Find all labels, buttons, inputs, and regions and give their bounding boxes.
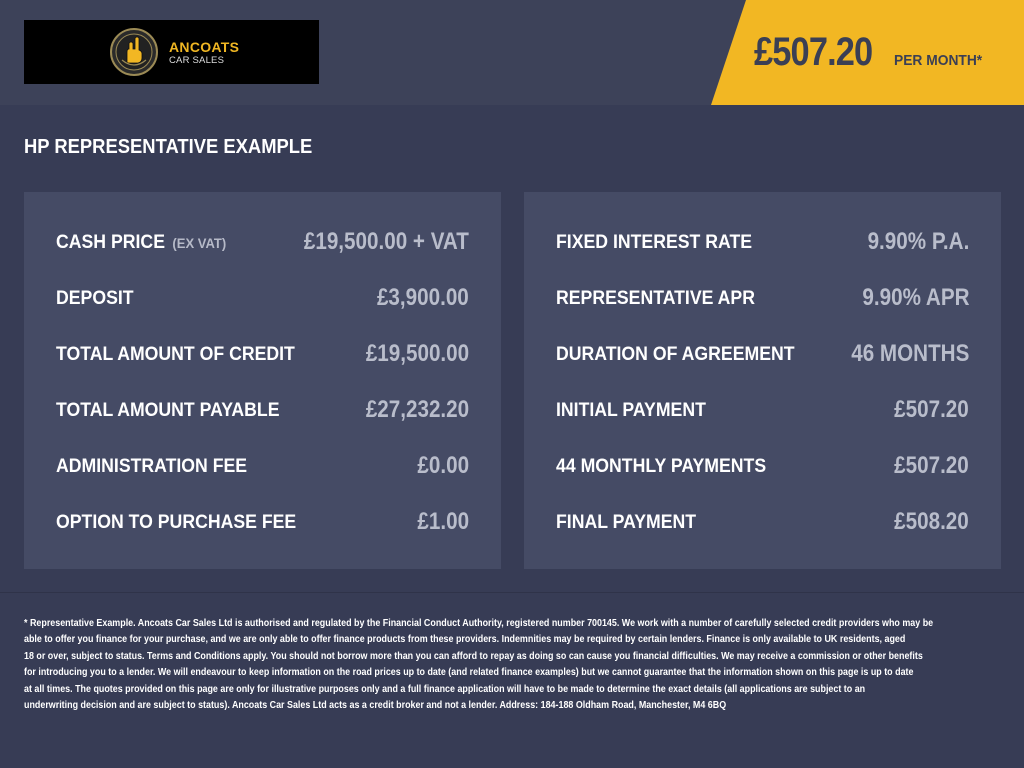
row-value: £3,900.00 — [377, 284, 469, 311]
row-value: £27,232.20 — [365, 396, 469, 423]
brand-wordmark — [169, 40, 239, 66]
row-duration — [556, 304, 969, 367]
finance-panel-left — [24, 192, 501, 569]
row-deposit — [56, 248, 469, 311]
disclaimer-line: * Representative Example. Ancoats Car Sales Ltd is authorised and regulated by the Financial Conduct Authority, registered number 700145. We work with a number of carefully selected credit providers who may be — [24, 617, 934, 629]
row-value: 46 MONTHS — [850, 340, 969, 367]
row-interest-rate — [556, 192, 969, 255]
row-label: FINAL PAYMENT — [556, 512, 697, 533]
disclaimer-text — [24, 615, 934, 713]
row-cash-price — [56, 192, 469, 255]
row-label: INITIAL PAYMENT — [556, 400, 706, 421]
row-initial-payment — [556, 360, 969, 423]
row-value: £507.20 — [894, 396, 969, 423]
row-total-credit — [56, 304, 469, 367]
disclaimer-line: for introducing you to a lender. We will endeavour to keep information on the road prices up to date (and related finance examples) but we cannot guarantee that the information shown on this page is up to date — [24, 666, 914, 679]
row-label: DEPOSIT — [56, 288, 134, 309]
row-label: OPTION TO PURCHASE FEE — [56, 512, 297, 533]
row-value: 9.90% APR — [861, 284, 969, 311]
row-value: £19,500.00 — [365, 340, 469, 367]
per-month-label: PER MONTH* — [894, 52, 983, 69]
row-final-payment — [556, 472, 969, 535]
row-apr — [556, 248, 969, 311]
row-monthly-payments — [556, 416, 969, 479]
brand-logo[interactable] — [24, 20, 319, 84]
row-admin-fee — [56, 416, 469, 479]
row-value: £1.00 — [417, 508, 469, 535]
row-value: £0.00 — [417, 452, 469, 479]
brand-name: ANCOATS — [169, 39, 240, 55]
row-total-payable — [56, 360, 469, 423]
row-label: DURATION OF AGREEMENT — [556, 344, 795, 365]
row-value: 9.90% P.A. — [867, 228, 969, 255]
row-label: TOTAL AMOUNT PAYABLE — [56, 400, 280, 421]
row-label: 44 MONTHLY PAYMENTS — [556, 456, 767, 477]
row-label: TOTAL AMOUNT OF CREDIT — [56, 344, 295, 365]
hand-peace-badge-icon — [110, 28, 158, 76]
header-bar — [0, 0, 1024, 105]
monthly-price: £507.20 — [754, 30, 873, 74]
footer-divider — [0, 592, 1024, 593]
section-title: HP REPRESENTATIVE EXAMPLE — [24, 136, 313, 158]
ex-vat-note: (EX VAT) — [172, 235, 227, 251]
disclaimer-line: at all times. The quotes provided on this page are only for illustrative purposes only and a full finance application will have to be made to determine the exact details (all applications are subject to an — [24, 682, 866, 695]
cash-price-label: CASH PRICE — [56, 232, 165, 253]
row-label: ADMINISTRATION FEE — [56, 456, 248, 477]
disclaimer-line: 18 or over, subject to status. Terms and Conditions apply. You should not borrow more than you can afford to repay as doing so can cause you financial difficulties. We may receive a commission or other benefits — [24, 649, 923, 662]
row-value: £508.20 — [894, 508, 969, 535]
disclaimer-line: able to offer you finance for your purchase, and we are only able to offer finance products from these providers. Indemnities may be required by certain lenders. Finance is only available to UK residents, aged — [24, 633, 906, 646]
disclaimer-line: underwriting decision and are subject to status). Ancoats Car Sales Ltd acts as a credit broker and not a lender. Address: 184-188 Oldham Road, Manchester, M4 6BQ — [24, 699, 727, 712]
row-value: £19,500.00 + VAT — [303, 228, 469, 255]
finance-panel-right — [524, 192, 1001, 569]
row-label: FIXED INTEREST RATE — [556, 232, 753, 253]
row-label: REPRESENTATIVE APR — [556, 288, 755, 309]
row-option-fee — [56, 472, 469, 535]
brand-tagline: CAR SALES — [169, 55, 225, 66]
row-value: £507.20 — [894, 452, 969, 479]
